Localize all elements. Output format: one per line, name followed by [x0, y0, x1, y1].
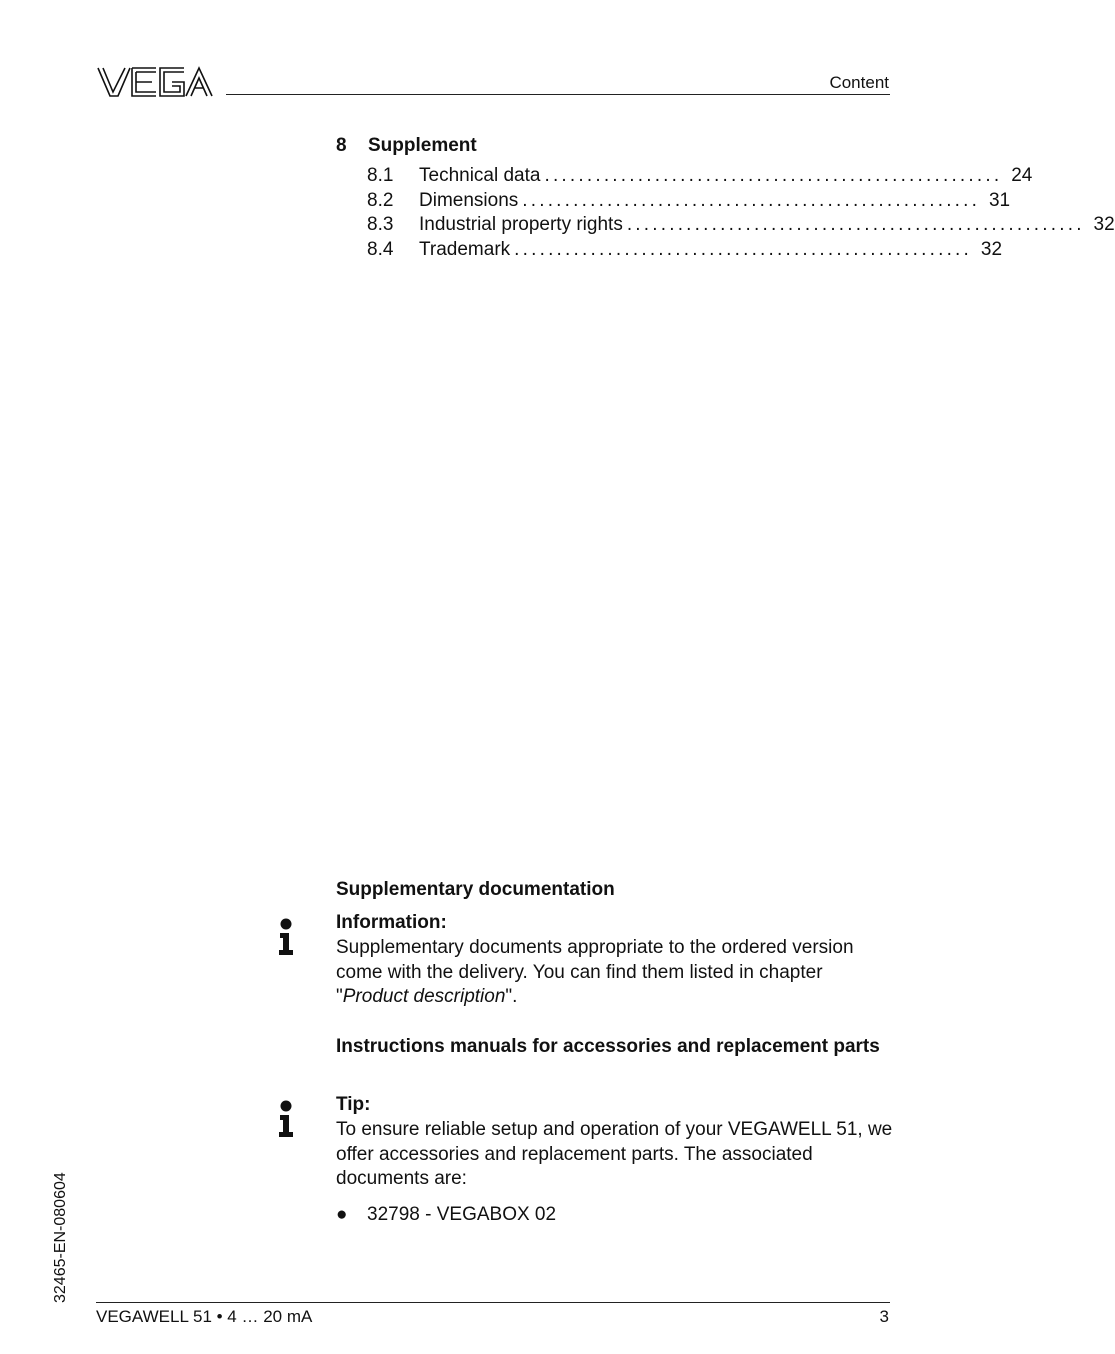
footer-product: VEGAWELL 51 • 4 … 20 mA: [96, 1307, 313, 1326]
toc-entry-number: 8.1: [367, 165, 394, 186]
toc-chapter-heading: [336, 135, 477, 157]
vega-logo: [96, 66, 214, 98]
toc-list: [367, 165, 1115, 263]
toc-entry-number: 8.3: [367, 214, 394, 235]
toc-leader-dots: ......................................................: [522, 189, 981, 211]
tip-text: To ensure reliable setup and operation of your VEGAWELL 51, we offer accessories and replacement parts. The associated documents are:: [336, 1119, 893, 1189]
tip-label: Tip:: [336, 1094, 371, 1115]
toc-entry-page: 31: [988, 189, 1011, 211]
toc-leader-dots: ......................................................: [514, 238, 973, 260]
footer-divider: [96, 1302, 890, 1303]
toc-entry-title: Trademark: [419, 238, 511, 260]
toc-entry-title: Dimensions: [419, 189, 519, 211]
accessories-heading: Instructions manuals for accessories and replacement parts: [336, 1036, 880, 1057]
toc-entry-title: Industrial property rights: [419, 214, 623, 235]
toc-entry-title: Technical data: [419, 165, 541, 186]
tip-icon: [276, 1099, 296, 1139]
toc-chapter-number: 8: [336, 135, 347, 156]
page-number: 3: [879, 1307, 889, 1326]
info-label: Information:: [336, 912, 447, 933]
toc-chapter-title: Supplement: [368, 135, 477, 156]
toc-entry-page: 24: [1011, 165, 1033, 186]
toc-entry[interactable]: [367, 238, 1003, 264]
supplementary-heading: Supplementary documentation: [336, 879, 615, 900]
section-label: Content: [829, 73, 889, 92]
toc-entry-number: 8.4: [367, 238, 394, 260]
toc-entry-page: 32: [1093, 214, 1115, 235]
bullet-marker: ●: [336, 1204, 348, 1225]
toc-entry[interactable]: [367, 165, 1033, 190]
document-code: 32465-EN-080604: [52, 1172, 69, 1303]
info-text-reference: Product description: [342, 986, 506, 1007]
list-item-text: 32798 - VEGABOX 02: [367, 1204, 557, 1225]
header-divider: [226, 94, 890, 95]
info-text-end: ".: [505, 986, 518, 1007]
toc-entry[interactable]: [367, 189, 1011, 215]
list-item: [336, 1204, 556, 1226]
toc-entry[interactable]: [367, 214, 1115, 239]
info-icon: [276, 917, 296, 957]
toc-leader-dots: ......................................................: [544, 165, 1003, 186]
toc-entry-page: 32: [980, 238, 1003, 260]
toc-entry-number: 8.2: [367, 189, 394, 211]
info-text: [336, 936, 894, 1010]
info-text-start: Supplementary documents appropriate to the ordered version come with the delivery. You can find them listed in chapter ": [336, 937, 854, 1007]
toc-leader-dots: ......................................................: [626, 214, 1085, 235]
